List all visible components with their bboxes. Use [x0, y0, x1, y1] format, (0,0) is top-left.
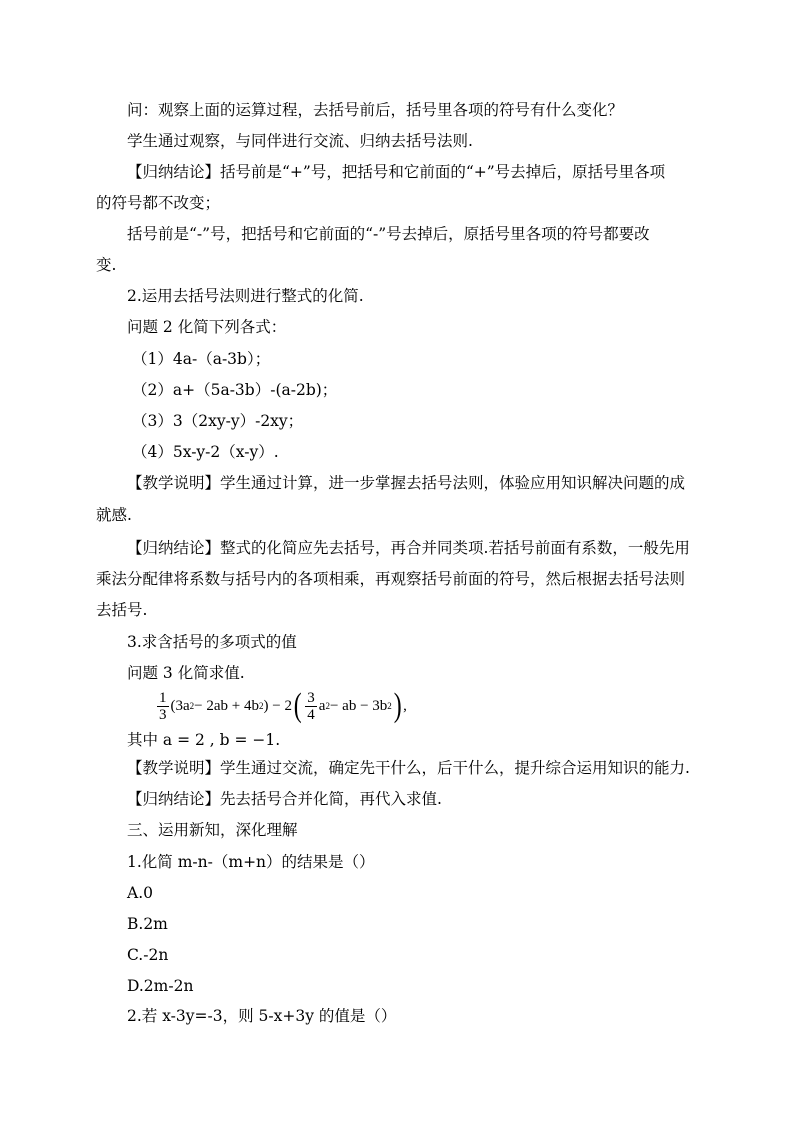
right-paren: ) [393, 687, 402, 724]
option-c: C.-2n [127, 946, 169, 964]
conclusion-text: 【归纳结论】整式的化简应先去括号，再合并同类项.若括号前面有系数，一般先用 [127, 539, 690, 557]
list-item: （1）4a-（a-3b）； [132, 350, 271, 368]
math-formula: $\frac{1}{3}$ (3a 2 − 2ab + 4b 2 ) − 2 ( $\frac{3}{4}$ a 2 − ab − 3b 2 ) , [159, 687, 407, 724]
option-d: D.2m-2n [127, 977, 194, 995]
teaching-note: 【教学说明】学生通过计算，进一步掌握去括号法则，体验应用知识解决问题的成 [127, 474, 686, 492]
paragraph: 去括号. [96, 601, 148, 619]
paragraph: 变. [96, 256, 117, 274]
question-text: 问题 3 化简求值. [127, 664, 245, 682]
option-b: B.2m [127, 915, 168, 933]
paragraph: 括号前是“-”号，把括号和它前面的“-”号去掉后，原括号里各项的符号都要改 [127, 225, 650, 243]
fraction: $\frac{3}{4}$ [307, 689, 315, 723]
section-heading: 三、运用新知，深化理解 [127, 821, 298, 839]
section-heading: 3.求含括号的多项式的值 [127, 633, 297, 651]
teaching-note: 【教学说明】学生通过交流，确定先干什么，后干什么，提升综合运用知识的能力. [127, 759, 690, 777]
question-text: 问：观察上面的运算过程，去括号前后，括号里各项的符号有什么变化？ [127, 101, 624, 119]
paragraph: 的符号都不改变； [96, 194, 221, 212]
conclusion-text: 【归纳结论】括号前是“+”号，把括号和它前面的“+”号去掉后，原括号里各项 [127, 163, 666, 181]
exercise-question: 2.若 x-3y=-3，则 5-x+3y 的值是（） [127, 1007, 397, 1025]
question-text: 问题 2 化简下列各式： [127, 318, 287, 336]
conclusion-text: 【归纳结论】先去括号合并化简，再代入求值. [127, 790, 442, 808]
section-heading: 2.运用去括号法则进行整式的化简. [127, 287, 364, 305]
paragraph: 乘法分配律将系数与括号内的各项相乘，再观察括号前面的符号，然后根据去括号法则 [96, 570, 686, 588]
option-a: A.0 [127, 884, 153, 902]
paragraph: 学生通过观察，与同伴进行交流、归纳去括号法则. [127, 132, 473, 150]
list-item: （4）5x-y-2（x-y）. [132, 443, 279, 461]
paragraph: 就感. [96, 506, 132, 524]
fraction: $\frac{1}{3}$ [159, 689, 167, 723]
left-paren: ( [293, 687, 302, 724]
paragraph: 其中 a = 2 , b = −1. [127, 731, 281, 749]
list-item: （2）a+（5a-3b）-(a-2b)； [132, 381, 338, 399]
list-item: （3）3（2xy-y）-2xy； [132, 412, 304, 430]
exercise-question: 1.化简 m-n-（m+n）的结果是（） [127, 853, 375, 871]
